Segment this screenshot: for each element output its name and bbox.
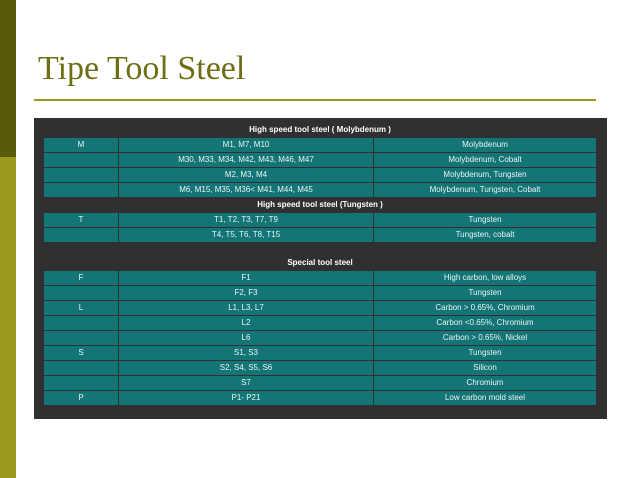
grades-cell: T1, T2, T3, T7, T9 [119,213,373,227]
grades-cell: M2, M3, M4 [119,168,373,182]
table-row [44,168,596,182]
series-cell: P [44,391,118,405]
series-cell [44,183,118,197]
grades-cell: F1 [119,271,373,285]
alloying-elements-cell: Carbon > 0.65%, Nickel [374,331,596,345]
alloying-elements-cell: Chromium [374,376,596,390]
table-row [44,228,596,242]
grades-cell: M6, M15, M35, M36< M41, M44, M45 [119,183,373,197]
series-cell [44,376,118,390]
alloying-elements-cell: Tungsten [374,346,596,360]
table-row [44,361,596,375]
grades-cell: P1- P21 [119,391,373,405]
alloying-elements-cell: High carbon, low alloys [374,271,596,285]
alloying-elements-cell: Carbon <0.65%, Chromium [374,316,596,330]
table-row [44,376,596,390]
alloying-elements-cell: Tungsten [374,213,596,227]
series-cell: S [44,346,118,360]
table-row [44,316,596,330]
table-row [44,301,596,315]
slide-title: Tipe Tool Steel [38,50,246,87]
alloying-elements-cell: Molybdenum, Cobalt [374,153,596,167]
series-cell: L [44,301,118,315]
alloying-elements-cell: Low carbon mold steel [374,391,596,405]
alloying-elements-cell: Carbon > 0.65%, Chromium [374,301,596,315]
series-cell [44,331,118,345]
series-cell: F [44,271,118,285]
grades-cell: S1, S3 [119,346,373,360]
tool-steel-table-panel [34,118,607,419]
section-header: High speed tool steel (Tungsten ) [44,198,596,212]
alloying-elements-cell: Molybdenum, Tungsten [374,168,596,182]
grades-cell: L1, L3, L7 [119,301,373,315]
tool-steel-table [43,122,597,406]
grades-cell: S7 [119,376,373,390]
series-cell [44,153,118,167]
decorative-side-bar [0,0,16,478]
grades-cell: F2, F3 [119,286,373,300]
series-cell [44,286,118,300]
section-header: High speed tool steel ( Molybdenum ) [44,123,596,137]
grades-cell: M30, M33, M34, M42, M43, M46, M47 [119,153,373,167]
table-row [44,346,596,360]
grades-cell: L6 [119,331,373,345]
tool-steel-table-body [44,123,596,405]
alloying-elements-cell: Silicon [374,361,596,375]
section-header-row [44,198,596,212]
table-row [44,138,596,152]
grades-cell: S2, S4, S5, S6 [119,361,373,375]
table-row [44,286,596,300]
series-cell: M [44,138,118,152]
grades-cell: T4, T5, T6, T8, T15 [119,228,373,242]
grades-cell: M1, M7, M10 [119,138,373,152]
spacer-row [44,243,596,255]
section-header-row [44,256,596,270]
table-row [44,391,596,405]
table-row [44,183,596,197]
series-cell [44,168,118,182]
table-row [44,271,596,285]
table-row [44,153,596,167]
decorative-side-bar-block [0,0,16,157]
table-row [44,331,596,345]
series-cell: T [44,213,118,227]
alloying-elements-cell: Molybdenum [374,138,596,152]
title-divider [34,99,596,101]
section-header: Special tool steel [44,256,596,270]
table-row [44,213,596,227]
alloying-elements-cell: Molybdenum, Tungsten, Cobalt [374,183,596,197]
alloying-elements-cell: Tungsten [374,286,596,300]
alloying-elements-cell: Tungsten, cobalt [374,228,596,242]
section-header-row [44,123,596,137]
spacer-cell [44,243,596,255]
series-cell [44,228,118,242]
grades-cell: L2 [119,316,373,330]
series-cell [44,316,118,330]
series-cell [44,361,118,375]
